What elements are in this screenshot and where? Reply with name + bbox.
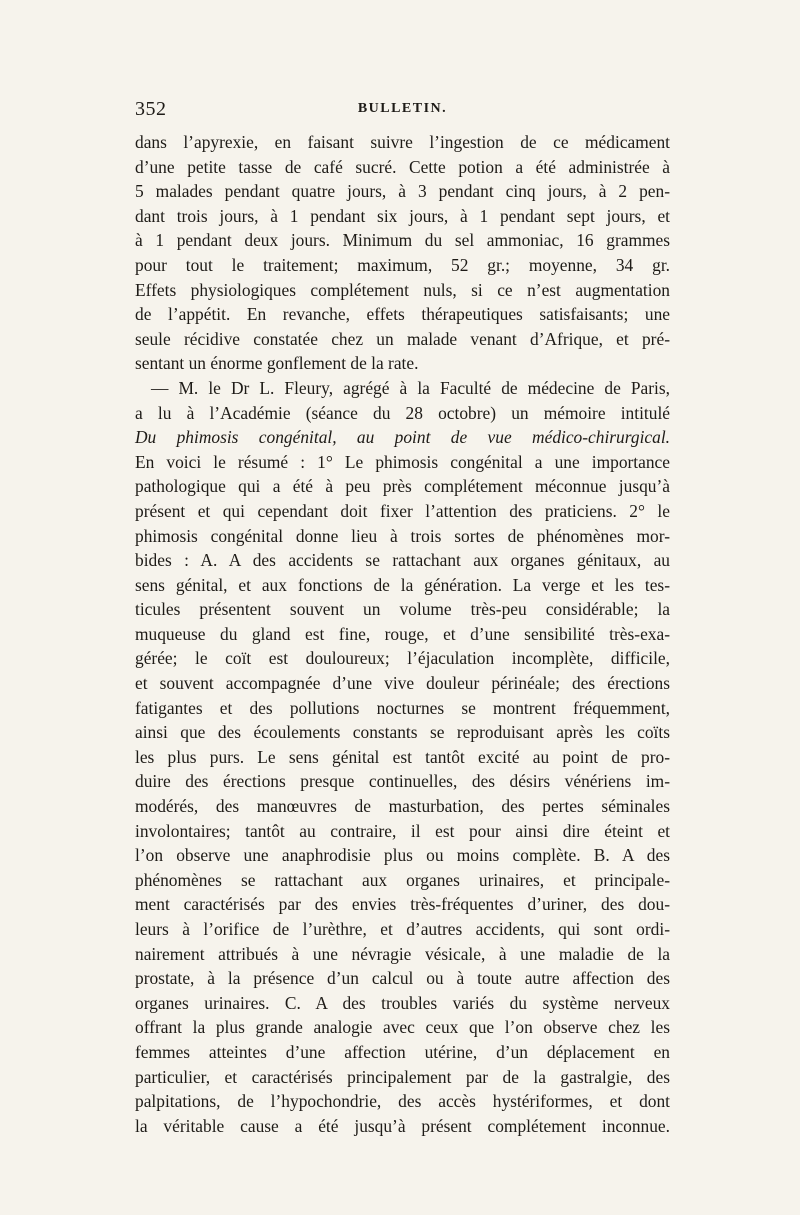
page-header [135, 98, 670, 124]
text-line: modérés, des manœuvres de masturbation, des pertes séminales [135, 796, 670, 817]
text-line: palpitations, de l’hypochondrie, des accès hystériformes, et dont [135, 1091, 670, 1112]
page-number: 352 [135, 98, 167, 120]
text-line: fatigantes et des pollutions nocturnes se montrent fréquemment, [135, 697, 670, 718]
text-line: 5 malades pendant quatre jours, à 3 pendant cinq jours, à 2 pen- [135, 181, 670, 202]
text-line: En voici le résumé : 1° Le phimosis congénital a une importance [135, 451, 670, 472]
text-line: muqueuse du gland est fine, rouge, et d’une sensibilité très-exa- [135, 623, 670, 644]
text-line: d’une petite tasse de café sucré. Cette potion a été administrée à [135, 156, 670, 177]
text-line: nairement attribués à une névragie vésicale, à une maladie de la [135, 943, 670, 964]
text-line: a lu à l’Académie (séance du 28 octobre) un mémoire intitulé [135, 402, 670, 423]
text-line: gérée; le coït est douloureux; l’éjaculation incomplète, difficile, [135, 648, 670, 669]
text-line: offrant la plus grande analogie avec ceux que l’on observe chez les [135, 1017, 670, 1038]
text-line: Effets physiologiques complétement nuls, si ce n’est augmentation [135, 279, 670, 300]
text-line: ment caractérisés par des envies très-fréquentes d’uriner, des dou- [135, 894, 670, 915]
text-line: — M. le Dr L. Fleury, agrégé à la Faculté de médecine de Paris, [151, 377, 670, 398]
text-line: et souvent accompagnée d’une vive douleur périnéale; des érections [135, 673, 670, 694]
text-line: dans l’apyrexie, en faisant suivre l’ingestion de ce médicament [135, 132, 670, 152]
text-line: la véritable cause a été jusqu’à présent complétement inconnue. [135, 1115, 670, 1136]
text-line: seule récidive constatée chez un malade venant d’Afrique, et pré- [135, 328, 670, 349]
text-line: présent et qui cependant doit fixer l’attention des praticiens. 2° le [135, 500, 670, 521]
text-line: ticules présentent souvent un volume très-peu considérable; la [135, 599, 670, 620]
text-line: phénomènes se rattachant aux organes urinaires, et principale- [135, 869, 670, 890]
text-line: phimosis congénital donne lieu à trois sortes de phénomènes mor- [135, 525, 670, 546]
text-line: les plus purs. Le sens génital est tantôt excité au point de pro- [135, 746, 670, 767]
memoir-title: Du phimosis congénital, au point de vue médico-chirurgical. [135, 427, 670, 448]
text-line: leurs à l’orifice de l’urèthre, et d’autres accidents, qui sont ordi- [135, 919, 670, 939]
text-line: ainsi que des écoulements constants se reproduisant après les coïts [135, 722, 670, 743]
text-line: de l’appétit. En revanche, effets thérapeutiques satisfaisants; une [135, 304, 670, 325]
text-line: involontaires; tantôt au contraire, il est pour ainsi dire éteint et [135, 820, 670, 841]
text-line: bides : A. A des accidents se rattachant aux organes génitaux, au [135, 550, 670, 571]
text-line: pathologique qui a été à peu près complétement méconnue jusqu’à [135, 476, 670, 497]
page [135, 98, 670, 1138]
text-line: femmes atteintes d’une affection utérine, d’un déplacement en [135, 1041, 670, 1062]
text-line: prostate, à la présence d’un calcul ou à toute autre affection des [135, 968, 670, 989]
text-line: duire des érections presque continuelles, des désirs vénériens im- [135, 771, 670, 792]
text-line: pour tout le traitement; maximum, 52 gr.; moyenne, 34 gr. [135, 254, 670, 275]
text-line: l’on observe une anaphrodisie plus ou moins complète. B. A des [135, 845, 670, 866]
text-line: sens génital, et aux fonctions de la génération. La verge et les tes- [135, 574, 670, 595]
text-line: organes urinaires. C. A des troubles variés du système nerveux [135, 992, 670, 1013]
text-line: sentant un énorme gonflement de la rate. [135, 353, 419, 374]
text-line: à 1 pendant deux jours. Minimum du sel ammoniac, 16 grammes [135, 230, 670, 251]
text-line: particulier, et caractérisés principalement par de la gastralgie, des [135, 1066, 670, 1087]
text-line: dant trois jours, à 1 pendant six jours, à 1 pendant sept jours, et [135, 205, 670, 226]
running-head: BULLETIN. [357, 101, 448, 116]
body-text [135, 130, 670, 1138]
